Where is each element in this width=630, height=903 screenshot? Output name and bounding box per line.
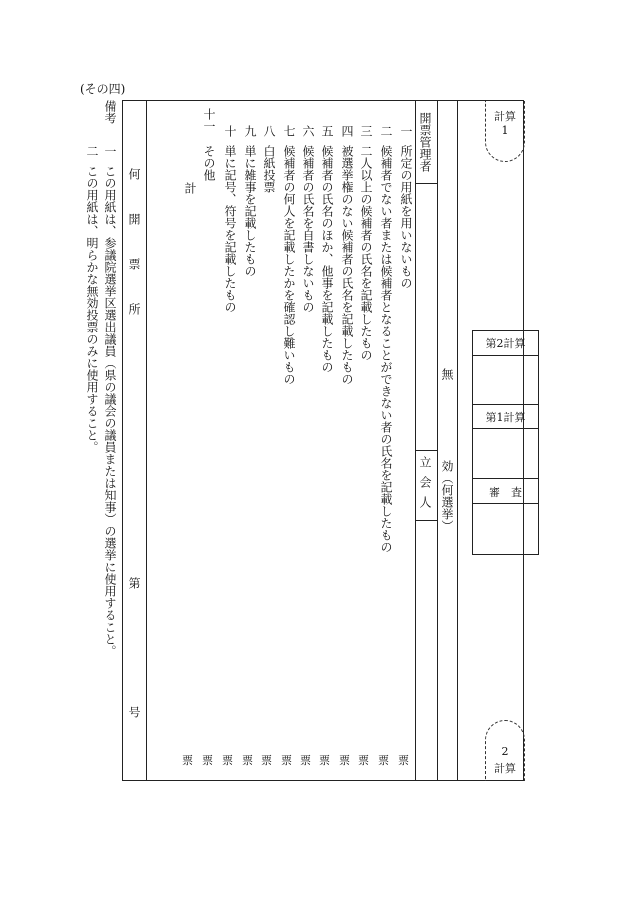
office-char-3: 票: [127, 258, 141, 270]
reason-6-number: 六: [301, 125, 315, 137]
note-1-text: この用紙は、参議院選挙区選出議員（県の議会の議員または知事）の選挙に使用すること。: [103, 165, 117, 657]
office-char-2: 開: [127, 213, 141, 225]
unit-mark-total: 票: [182, 754, 193, 767]
reason-11-text: その他: [202, 145, 216, 181]
second-calc-label: 第2計算: [485, 337, 526, 350]
unit-mark-3: 票: [358, 754, 369, 767]
page-header-label: (その四): [80, 82, 126, 96]
review-label: 審 査: [489, 486, 522, 499]
reason-5-text: 候補者の氏名のほか、他事を記載したもの: [320, 145, 334, 373]
office-char-1: 何: [127, 168, 141, 180]
reason-1-number: 一: [399, 125, 413, 137]
calc-tab-bottom-label: 計算: [494, 762, 516, 775]
unit-mark-1: 票: [398, 754, 409, 767]
witness-label: 立会人: [418, 456, 432, 516]
calc-tab-top-label: 計算: [494, 110, 516, 123]
reason-3-number: 三: [359, 125, 373, 137]
reason-10-number: 十: [223, 125, 237, 137]
reason-9-text: 単に雑事を記載したもの: [243, 145, 257, 277]
note-2-text: この用紙は、明らかな無効投票のみに使用すること。: [85, 165, 99, 453]
unit-mark-5: 票: [319, 754, 330, 767]
reason-8-number: 八: [262, 125, 276, 137]
reason-4-text: 被選挙権のない候補者の氏名を記載したもの: [340, 145, 354, 385]
office-char-4: 所: [127, 303, 141, 315]
counting-manager-label: 開票管理者: [418, 112, 432, 172]
unit-mark-11: 票: [202, 754, 213, 767]
reason-5-number: 五: [320, 125, 334, 137]
total-label: 計: [183, 182, 197, 194]
note-1-number: 一: [103, 145, 117, 157]
reason-8-text: 白紙投票: [262, 145, 276, 193]
unit-mark-8: 票: [261, 754, 272, 767]
reason-1-text: 所定の用紙を用いないもの: [399, 145, 413, 289]
unit-mark-6: 票: [300, 754, 311, 767]
reason-7-text: 候補者の何人を記載したかを確認し難いもの: [282, 145, 296, 385]
reason-2-text: 候補者でない者または候補者となることができない者の氏名を記載したもの: [379, 145, 393, 553]
calc-tab-top-number: 1: [501, 124, 509, 137]
first-calc-label: 第1計算: [485, 411, 526, 424]
reason-9-number: 九: [243, 125, 257, 137]
note-2-number: 二: [85, 145, 99, 157]
reason-2-number: 二: [379, 125, 393, 137]
reason-7-number: 七: [282, 125, 296, 137]
unit-mark-2: 票: [378, 754, 389, 767]
office-go: 号: [127, 706, 141, 718]
office-dai: 第: [127, 577, 141, 589]
unit-mark-7: 票: [281, 754, 292, 767]
reason-11-number: 十一: [202, 108, 216, 132]
reason-4-number: 四: [340, 125, 354, 137]
reason-3-text: 二人以上の候補者の氏名を記載したもの: [359, 145, 373, 361]
title-main: 無: [440, 368, 454, 380]
unit-mark-10: 票: [222, 754, 233, 767]
notes-heading: 備考: [103, 100, 117, 124]
unit-mark-4: 票: [339, 754, 350, 767]
reason-6-text: 候補者の氏名を自書しないもの: [301, 145, 315, 313]
unit-mark-9: 票: [242, 754, 253, 767]
calc-tab-bottom-number: 2: [501, 745, 509, 758]
title-subtitle: 効（何選挙）: [440, 460, 454, 532]
reason-10-text: 単に記号、符号を記載したもの: [223, 145, 237, 313]
